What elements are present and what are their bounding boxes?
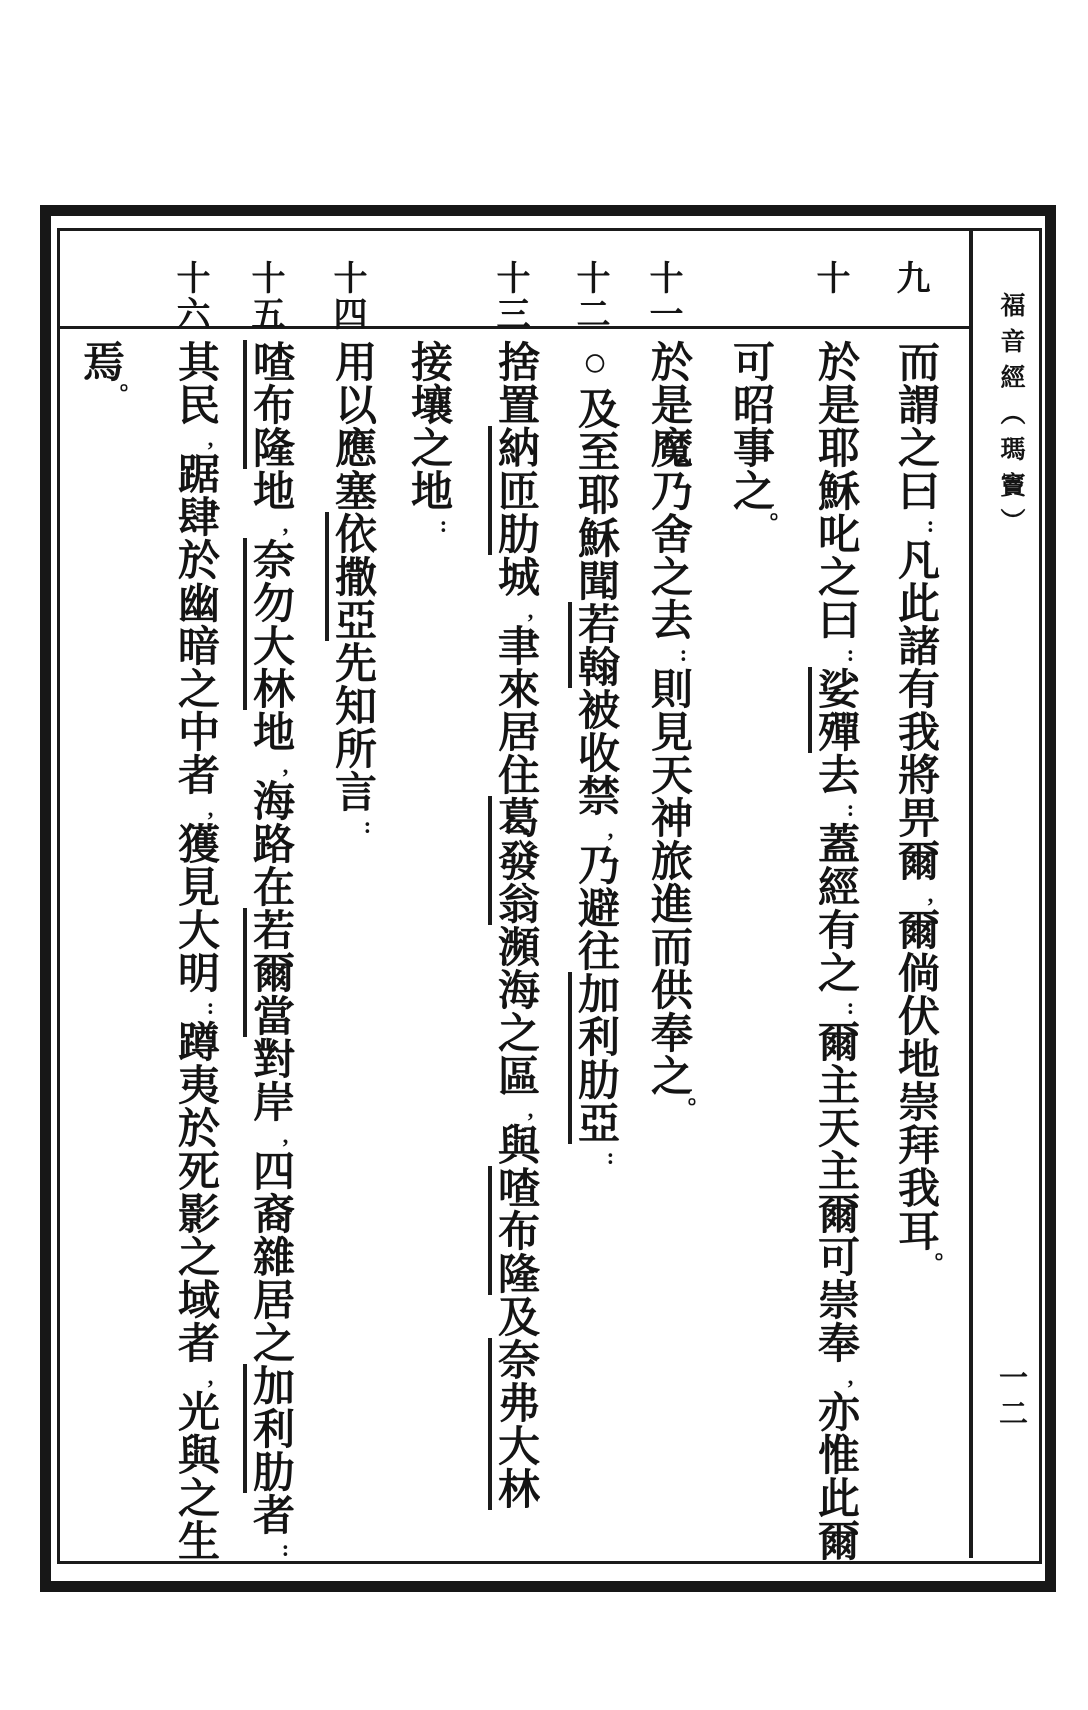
running-title: 福音經︵瑪竇︶	[997, 292, 1024, 544]
verse-16-line-1: 其民,踞肆於幽暗之中者,獲見大明:蹲夷於死影之域者,光與之生	[172, 340, 223, 1562]
verse-number-14: 十四	[328, 260, 365, 332]
verse-10-line-1: 於是耶穌叱之曰:娑殫去:蓋經有之:爾主天主爾可崇奉,亦惟此爾	[811, 340, 859, 1566]
verse-number-9: 九	[891, 260, 928, 296]
verse-9-line-1: 而謂之曰:凡此諸有我將畀爾,爾倘伏地崇拜我耳。	[892, 340, 943, 1276]
verse-15-line-1: 喳布隆地,奈勿大林地,海路在若爾當對岸,四裔雜居之加利肋者:	[246, 340, 294, 1566]
verse-number-10: 十	[811, 260, 848, 296]
verse-11-line-1: 於是魔乃舍之去:則見天神旅進而供奉之。	[645, 340, 696, 1121]
verse-number-15: 十五	[246, 260, 283, 332]
running-title-divider-line	[969, 231, 973, 1558]
verse-number-16: 十六	[171, 260, 208, 332]
verse-16-line-2: 焉。	[77, 340, 128, 407]
verse-number-11: 十一	[644, 260, 681, 332]
verse-12-line-1: ○及至耶穌聞若翰被收禁,乃避往加利肋亞:	[571, 340, 619, 1566]
verse-14-line-1: 用以應塞依撒亞先知所言:	[328, 340, 376, 1566]
verse-number-13: 十三	[491, 260, 528, 332]
verse-10-line-2: 可昭事之。	[727, 340, 778, 536]
page-number: 一二	[995, 1362, 1027, 1434]
verse-13-line-2: 接壤之地:	[405, 340, 456, 538]
verse-number-12: 十二	[571, 260, 608, 332]
verse-13-line-1: 捨置納匝肋城,聿來居住葛發翁瀕海之區,與喳布隆及奈弗大林	[491, 340, 539, 1566]
